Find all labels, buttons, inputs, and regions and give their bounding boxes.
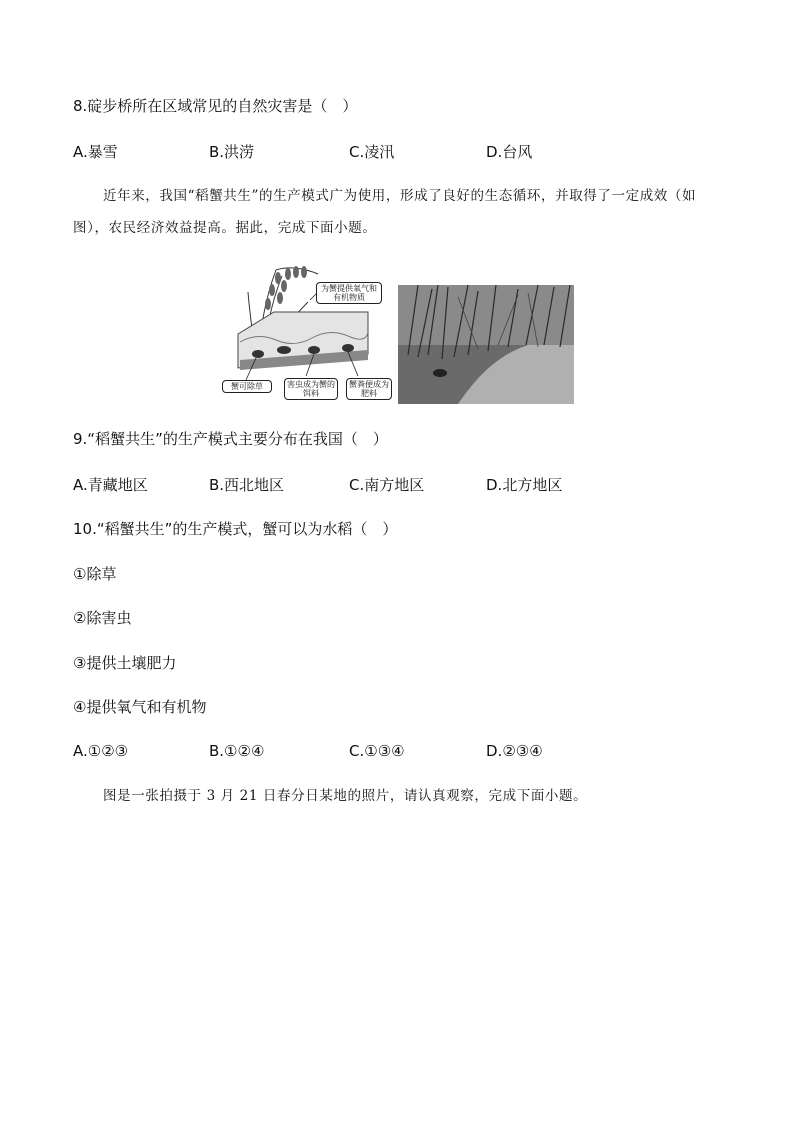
option-c: C.凌汛 xyxy=(349,143,395,161)
question-10-stem: 10.“稻蟹共生”的生产模式，蟹可以为水稻（ ） xyxy=(73,520,398,538)
rice-crab-figure xyxy=(218,262,574,404)
option-d: D.北方地区 xyxy=(486,476,563,494)
option-b: B.西北地区 xyxy=(209,476,285,494)
label-weed: 蟹可除草 xyxy=(222,380,272,393)
option-c: C.南方地区 xyxy=(349,476,425,494)
intro-text-1: 近年来，我国“稻蟹共生”的生产模式广为使用，形成了良好的生态循环，并取得了一定成效（如图），农民经济效益提高。据此，完成下面小题。 xyxy=(73,188,697,236)
option-b: B.①②④ xyxy=(209,742,265,760)
option-a: A.①②③ xyxy=(73,742,129,760)
option-d: D.台风 xyxy=(486,143,533,161)
label-oxygen: 为蟹提供氧气和有机物质 xyxy=(316,282,382,304)
rice-field-photo xyxy=(398,285,574,404)
statement-2: ②除害虫 xyxy=(73,609,132,627)
label-pest: 害虫成为蟹的饵料 xyxy=(284,378,338,400)
intro-paragraph-2 xyxy=(73,780,723,812)
option-c: C.①③④ xyxy=(349,742,405,760)
label-manure: 蟹粪便成为肥料 xyxy=(346,378,392,400)
question-8-stem: 8.碇步桥所在区域常见的自然灾害是（ ） xyxy=(73,97,358,115)
statement-4: ④提供氧气和有机物 xyxy=(73,698,207,716)
statement-3: ③提供土壤肥力 xyxy=(73,654,177,672)
option-b: B.洪涝 xyxy=(209,143,255,161)
intro-paragraph-1 xyxy=(73,180,723,244)
option-a: A.青藏地区 xyxy=(73,476,148,494)
statement-1: ①除草 xyxy=(73,565,117,583)
intro-text-2: 图是一张拍摄于 3 月 21 日春分日某地的照片，请认真观察，完成下面小题。 xyxy=(103,788,588,804)
question-9-stem: 9.“稻蟹共生”的生产模式主要分布在我国（ ） xyxy=(73,430,388,448)
option-a: A.暴雪 xyxy=(73,143,118,161)
option-d: D.②③④ xyxy=(486,742,543,760)
